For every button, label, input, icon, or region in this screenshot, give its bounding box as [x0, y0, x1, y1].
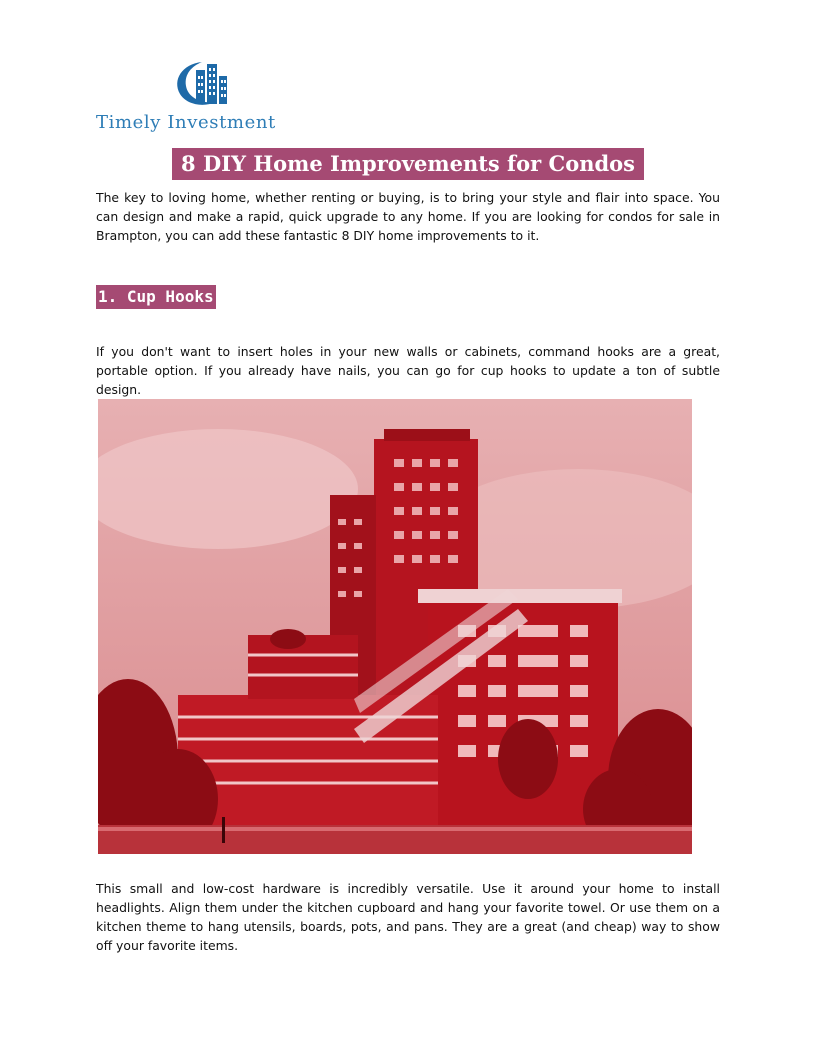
building-logo-icon	[172, 58, 236, 110]
condo-building-photo	[98, 399, 692, 854]
title-container	[0, 148, 816, 180]
page-title: 8 DIY Home Improvements for Condos	[172, 148, 644, 180]
intro-paragraph: The key to loving home, whether renting or buying, is to bring your style and flair into space. You can design and make a rapid, quick upgrade to any home. If you are looking for condos for sale in Brampton, you can add these fantastic 8 DIY home improvements to it.	[96, 190, 720, 243]
section-paragraph-after-image: This small and low-cost hardware is incredibly versatile. Use it around your home to install headlights. Align them under the kitchen cupboard and hang your favorite towel. Or use them on a kitchen theme to hang utensils, boards, pots, and pans. They are a great (and cheap) way to show off your favorite items.	[96, 881, 720, 953]
section-paragraph-before-image: If you don't want to insert holes in your new walls or cabinets, command hooks are a great, portable option. If you already have nails, you can go for cup hooks to update a ton of subtle design.	[96, 344, 720, 397]
company-logo	[96, 58, 316, 136]
condo-building-illustration	[98, 399, 692, 854]
logo-text: Timely Investment	[96, 112, 276, 133]
section-heading-cup-hooks: 1. Cup Hooks	[96, 285, 216, 309]
